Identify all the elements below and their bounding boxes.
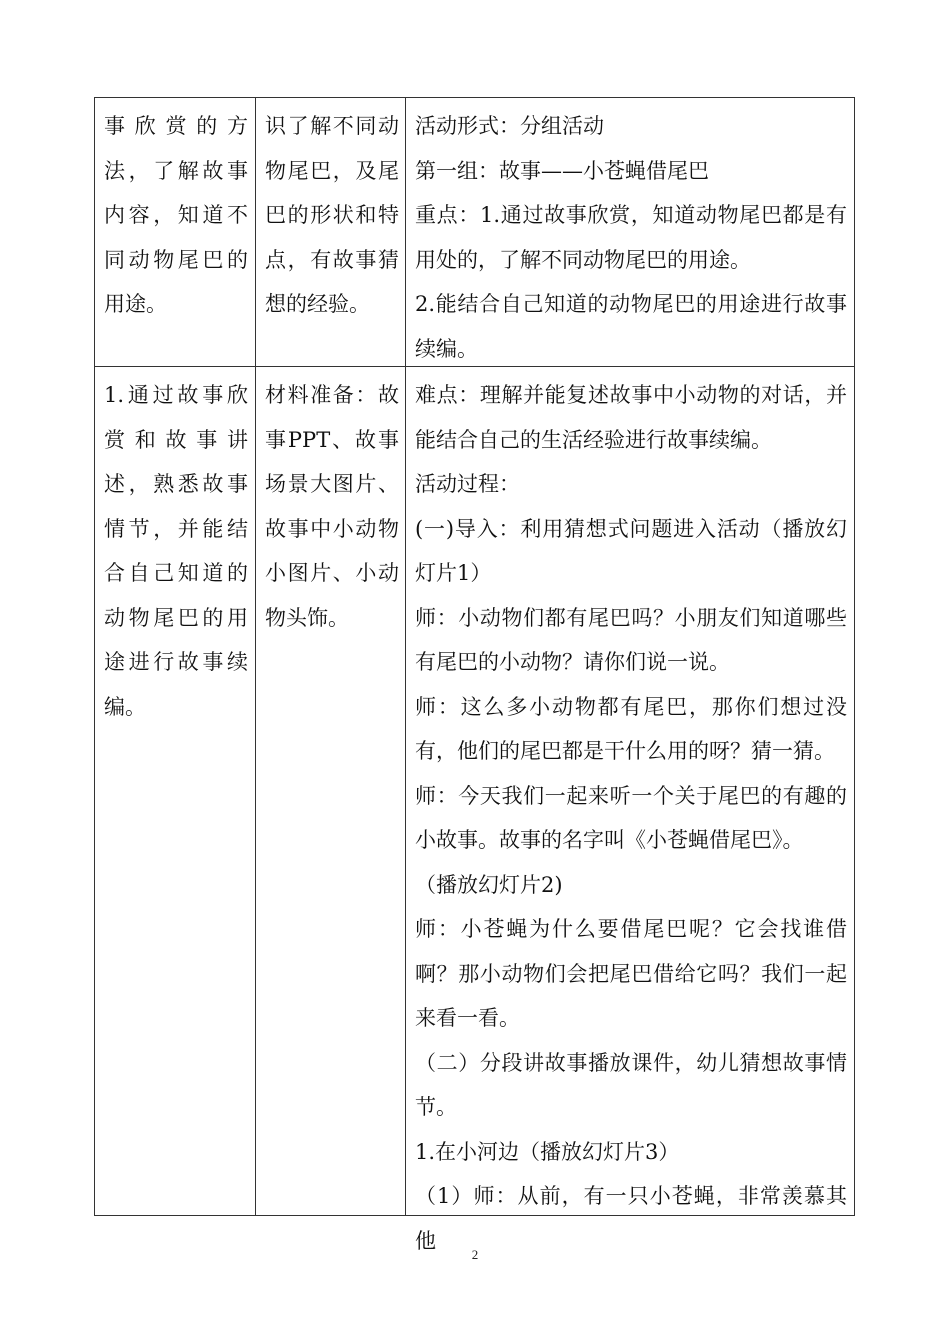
lesson-plan-table xyxy=(94,97,855,1253)
column-divider-1 xyxy=(255,97,256,1216)
teacher-line-2: 师：这么多小动物都有尾巴，那你们想过没有，他们的尾巴都是干什么用的呀？猜一猜。 xyxy=(415,694,847,763)
group-one-title: 第一组：故事——小苍蝇借尾巴 xyxy=(415,158,709,183)
difficulty-point: 难点：理解并能复述故事中小动物的对话，并能结合自己的生活经验进行故事续编。 xyxy=(415,383,847,452)
teacher-line-4: 师：小苍蝇为什么要借尾巴呢？它会找谁借啊？那小动物们会把尾巴借给它吗？我们一起来看一看。 xyxy=(415,917,847,1030)
teacher-line-3: 师：今天我们一起来听一个关于尾巴的有趣的小故事。故事的名字叫《小苍蝇借尾巴》。 xyxy=(415,783,847,852)
intro-step: (一)导入：利用猜想式问题进入活动（播放幻灯片1） xyxy=(415,516,847,585)
row2-objective-cell xyxy=(104,373,248,729)
row2-process-cell xyxy=(415,373,847,1263)
row2-objective-text: 1.通过故事欣赏和故事讲述，熟悉故事情节，并能结合自己知道的动物尾巴的用途进行故事续编。 xyxy=(104,383,248,719)
column-divider-2 xyxy=(405,97,406,1216)
story-line-1: （1）师：从前，有一只小苍蝇，非常羡慕其他 xyxy=(415,1184,847,1253)
key-point-1: 重点：1.通过故事欣赏，知道动物尾巴都是有用处的，了解不同动物尾巴的用途。 xyxy=(415,203,847,272)
slide-note-2: （播放幻灯片2) xyxy=(415,872,563,897)
river-scene: 1.在小河边（播放幻灯片3） xyxy=(415,1139,680,1164)
materials-text: 材料准备：故事PPT、故事场景大图片、故事中小动物小图片、小动物头饰。 xyxy=(265,383,399,630)
row1-process-cell xyxy=(415,104,847,371)
teacher-line-1: 师：小动物们都有尾巴吗？小朋友们知道哪些有尾巴的小动物？请你们说一说。 xyxy=(415,605,847,674)
page-number: 2 xyxy=(471,1247,479,1262)
row1-preparation-text: 识了解不同动物尾巴，及尾巴的形状和特点，有故事猜想的经验。 xyxy=(265,114,399,316)
process-heading: 活动过程： xyxy=(415,472,520,496)
activity-form: 活动形式：分组活动 xyxy=(415,114,604,138)
table-border-top xyxy=(94,97,855,98)
section-two-heading: （二）分段讲故事播放课件，幼儿猜想故事情节。 xyxy=(415,1050,847,1119)
row1-objective-text: 事欣赏的方法，了解故事内容，知道不同动物尾巴的用途。 xyxy=(104,114,248,316)
table-border-right xyxy=(854,97,855,1216)
table-border-left xyxy=(94,97,95,1216)
row2-preparation-cell xyxy=(265,373,399,640)
row1-preparation-cell xyxy=(265,104,399,327)
row1-objective-cell xyxy=(104,104,248,327)
key-point-2: 2.能结合自己知道的动物尾巴的用途进行故事续编。 xyxy=(415,292,847,361)
